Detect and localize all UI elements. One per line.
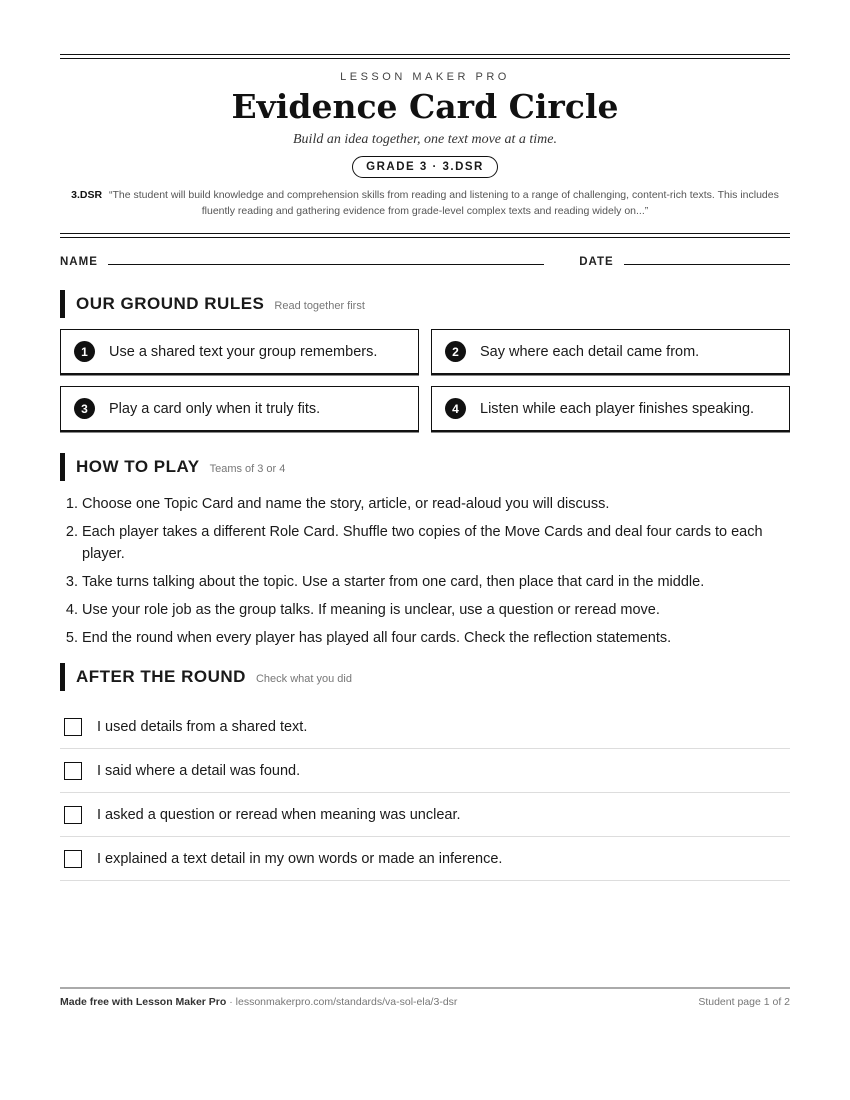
grade-badge: GRADE 3 · 3.DSR — [352, 156, 498, 178]
footer-page-number: Student page 1 of 2 — [698, 996, 790, 1008]
date-field[interactable] — [624, 263, 790, 265]
checklist-item — [60, 705, 790, 749]
step-item: 5. End the round when every player has played all four cards. Check the reflection statements. — [82, 627, 790, 649]
checklist-text: I asked a question or reread when meaning was unclear. — [97, 806, 461, 823]
after-round-heading — [60, 663, 790, 691]
standard-text: “The student will build knowledge and comprehension skills from reading and listening to a range of challenging, content-rich texts. This includes fluently reading and gathering evidence from grade-level complex texts and reading widely on...” — [109, 189, 779, 217]
rule-number: 1 — [74, 341, 95, 362]
rule-number: 4 — [445, 398, 466, 419]
how-to-play-heading — [60, 453, 790, 481]
checkbox[interactable] — [64, 718, 82, 736]
footer-made-with: Made free with Lesson Maker Pro — [60, 996, 227, 1008]
brand-label: LESSON MAKER PRO — [340, 71, 510, 83]
name-label: NAME — [60, 256, 98, 268]
rule-card — [431, 329, 790, 374]
ground-rules-grid — [60, 329, 790, 431]
after-round-note: Check what you did — [255, 673, 352, 685]
page-footer — [60, 987, 790, 1008]
step-item: 3. Take turns talking about the topic. Use a starter from one card, then place that card in the middle. — [82, 571, 790, 593]
name-date-row — [60, 256, 790, 268]
reflection-checklist — [60, 705, 790, 881]
rule-number: 3 — [74, 398, 95, 419]
how-to-play-steps — [60, 493, 790, 649]
checklist-text: I said where a detail was found. — [97, 762, 301, 779]
name-field[interactable] — [108, 263, 544, 265]
rule-card — [60, 386, 419, 431]
standard-description — [60, 187, 790, 219]
step-item: 4. Use your role job as the group talks. If meaning is unclear, use a question or reread move. — [82, 599, 790, 621]
rule-text: Use a shared text your group remembers. — [109, 343, 378, 360]
rule-card — [431, 386, 790, 431]
rule-card — [60, 329, 419, 374]
step-item: 2. Each player takes a different Role Card. Shuffle two copies of the Move Cards and deal four cards to each player. — [82, 521, 790, 565]
checkbox[interactable] — [64, 762, 82, 780]
step-item: 1. Choose one Topic Card and name the story, article, or read-aloud you will discuss. — [82, 493, 790, 515]
how-to-play-title: HOW TO PLAY — [76, 457, 200, 476]
footer-url[interactable]: · lessonmakerpro.com/standards/va-sol-ela/3-dsr — [226, 996, 458, 1008]
worksheet-page — [60, 54, 790, 881]
page-subtitle: Build an idea together, one text move at a time. — [293, 132, 557, 147]
standard-code: 3.DSR — [71, 189, 103, 201]
top-double-rule — [60, 54, 790, 59]
rule-text: Play a card only when it truly fits. — [109, 400, 321, 417]
checkbox[interactable] — [64, 850, 82, 868]
ground-rules-note: Read together first — [274, 300, 365, 312]
page-title: Evidence Card Circle — [231, 87, 619, 126]
rule-text: Say where each detail came from. — [480, 343, 700, 360]
after-round-title: AFTER THE ROUND — [76, 667, 246, 686]
rule-number: 2 — [445, 341, 466, 362]
checkbox[interactable] — [64, 806, 82, 824]
ground-rules-title: OUR GROUND RULES — [76, 294, 265, 313]
date-label: DATE — [579, 256, 614, 268]
footer-credit — [60, 996, 457, 1008]
header-bottom-rule — [60, 233, 790, 238]
checklist-item — [60, 793, 790, 837]
checklist-text: I explained a text detail in my own words or made an inference. — [97, 850, 503, 867]
how-to-play-note: Teams of 3 or 4 — [209, 463, 286, 475]
rule-text: Listen while each player finishes speaking. — [480, 400, 755, 417]
checklist-text: I used details from a shared text. — [97, 718, 308, 735]
checklist-item — [60, 749, 790, 793]
ground-rules-heading — [60, 290, 790, 318]
checklist-item — [60, 837, 790, 881]
